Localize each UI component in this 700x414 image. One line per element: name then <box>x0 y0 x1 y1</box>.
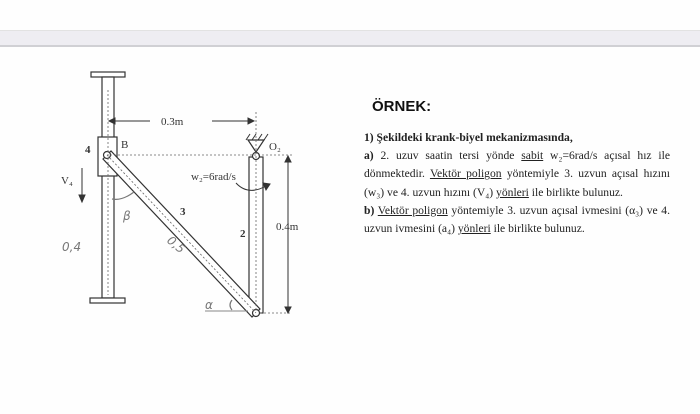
point-O2-label: O₂ <box>269 141 281 153</box>
part-b: b) Vektör poligon yöntemiyle 3. uzvun açısal ivmesini (α₃) ve 4. uzvun ivmesini (a₄) yönleri ile birlikte bulunuz. <box>364 203 670 236</box>
hand-05: 0,5 <box>164 233 188 257</box>
link2-label: 2 <box>240 228 246 240</box>
slider-label: 4 <box>85 144 91 156</box>
part-a: a) 2. uzuv saatin tersi yönde sabit w₂=6rad/s açısal hız ile dönmektedir. Vektör poligon yöntemiyle 3. uzvun açısal hızını (w₃) ve 4. uzvun hızını (V₄) yönleri ile birlikte bulunuz. <box>364 149 670 199</box>
hand-alpha: α <box>205 298 213 312</box>
hand-beta: β <box>123 209 131 223</box>
point-B-label: B <box>121 139 129 151</box>
dim-horizontal-label: 0.3m <box>161 116 184 128</box>
top-cap <box>91 72 125 77</box>
dim-vertical-label: 0.4m <box>276 221 299 233</box>
w2-label: w₂=6rad/s <box>191 171 236 183</box>
v4-label: V₄ <box>61 175 73 187</box>
bottom-cap <box>90 298 125 303</box>
problem-text <box>364 129 670 238</box>
problem-intro: 1) Şekildeki krank-biyel mekanizmasında, <box>364 131 573 144</box>
example-title: ÖRNEK: <box>372 98 432 115</box>
link3-label: 3 <box>180 206 186 218</box>
hand-04: 0,4 <box>62 240 82 254</box>
